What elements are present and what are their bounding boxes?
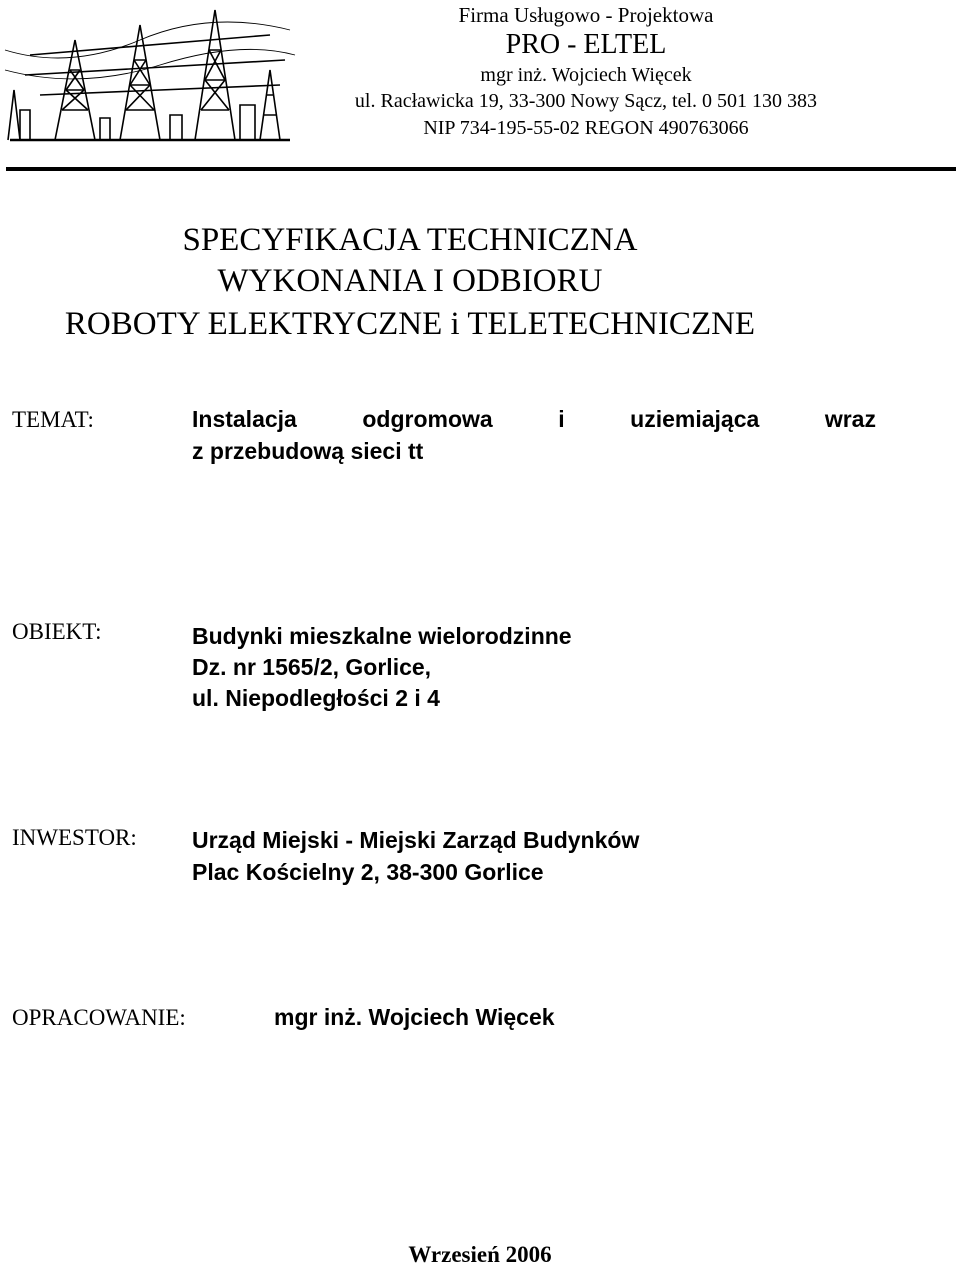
obiekt-label: OBIEKT: (12, 619, 102, 644)
firm-owner: mgr inż. Wojciech Więcek (480, 64, 692, 86)
temat-word: wraz (824, 406, 876, 432)
firm-address: ul. Racławicka 19, 33-300 Nowy Sącz, tel. 0 501 130 383 (354, 90, 818, 112)
document-title-line2: WYKONANIA I ODBIORU (217, 263, 603, 299)
document-title-line1: SPECYFIKACJA TECHNICZNA (182, 222, 638, 258)
obiekt-value-line2: Dz. nr 1565/2, Gorlice, (192, 654, 432, 680)
document-title-line3: ROBOTY ELEKTRYCZNE i TELETECHNICZNE (64, 306, 756, 342)
temat-word: odgromowa (362, 406, 493, 432)
firm-name: Firma Usługowo - Projektowa (458, 3, 714, 27)
obiekt-value-line1: Budynki mieszkalne wielorodzinne (192, 623, 572, 649)
inwestor-label: INWESTOR: (12, 825, 137, 850)
inwestor-value-line1: Urząd Miejski - Miejski Zarząd Budynków (192, 827, 640, 853)
header-divider (6, 167, 956, 171)
temat-word: Instalacja (192, 406, 297, 432)
obiekt-value-line3: ul. Niepodległości 2 i 4 (192, 685, 440, 711)
document-date: Wrzesień 2006 (408, 1242, 552, 1267)
opracowanie-label: OPRACOWANIE: (12, 1005, 186, 1030)
power-substation-sketch-icon (0, 0, 300, 150)
temat-value-line1 (192, 408, 876, 431)
temat-label: TEMAT: (12, 407, 94, 432)
temat-word: i (558, 406, 565, 432)
temat-word: uziemiająca (630, 406, 760, 432)
opracowanie-value: mgr inż. Wojciech Więcek (274, 1004, 555, 1030)
firm-brand: PRO - ELTEL (505, 29, 667, 60)
temat-value-line2: z przebudową sieci tt (192, 438, 424, 464)
firm-tax-ids: NIP 734-195-55-02 REGON 490763066 (423, 117, 749, 139)
inwestor-value-line2: Plac Kościelny 2, 38-300 Gorlice (192, 859, 544, 885)
